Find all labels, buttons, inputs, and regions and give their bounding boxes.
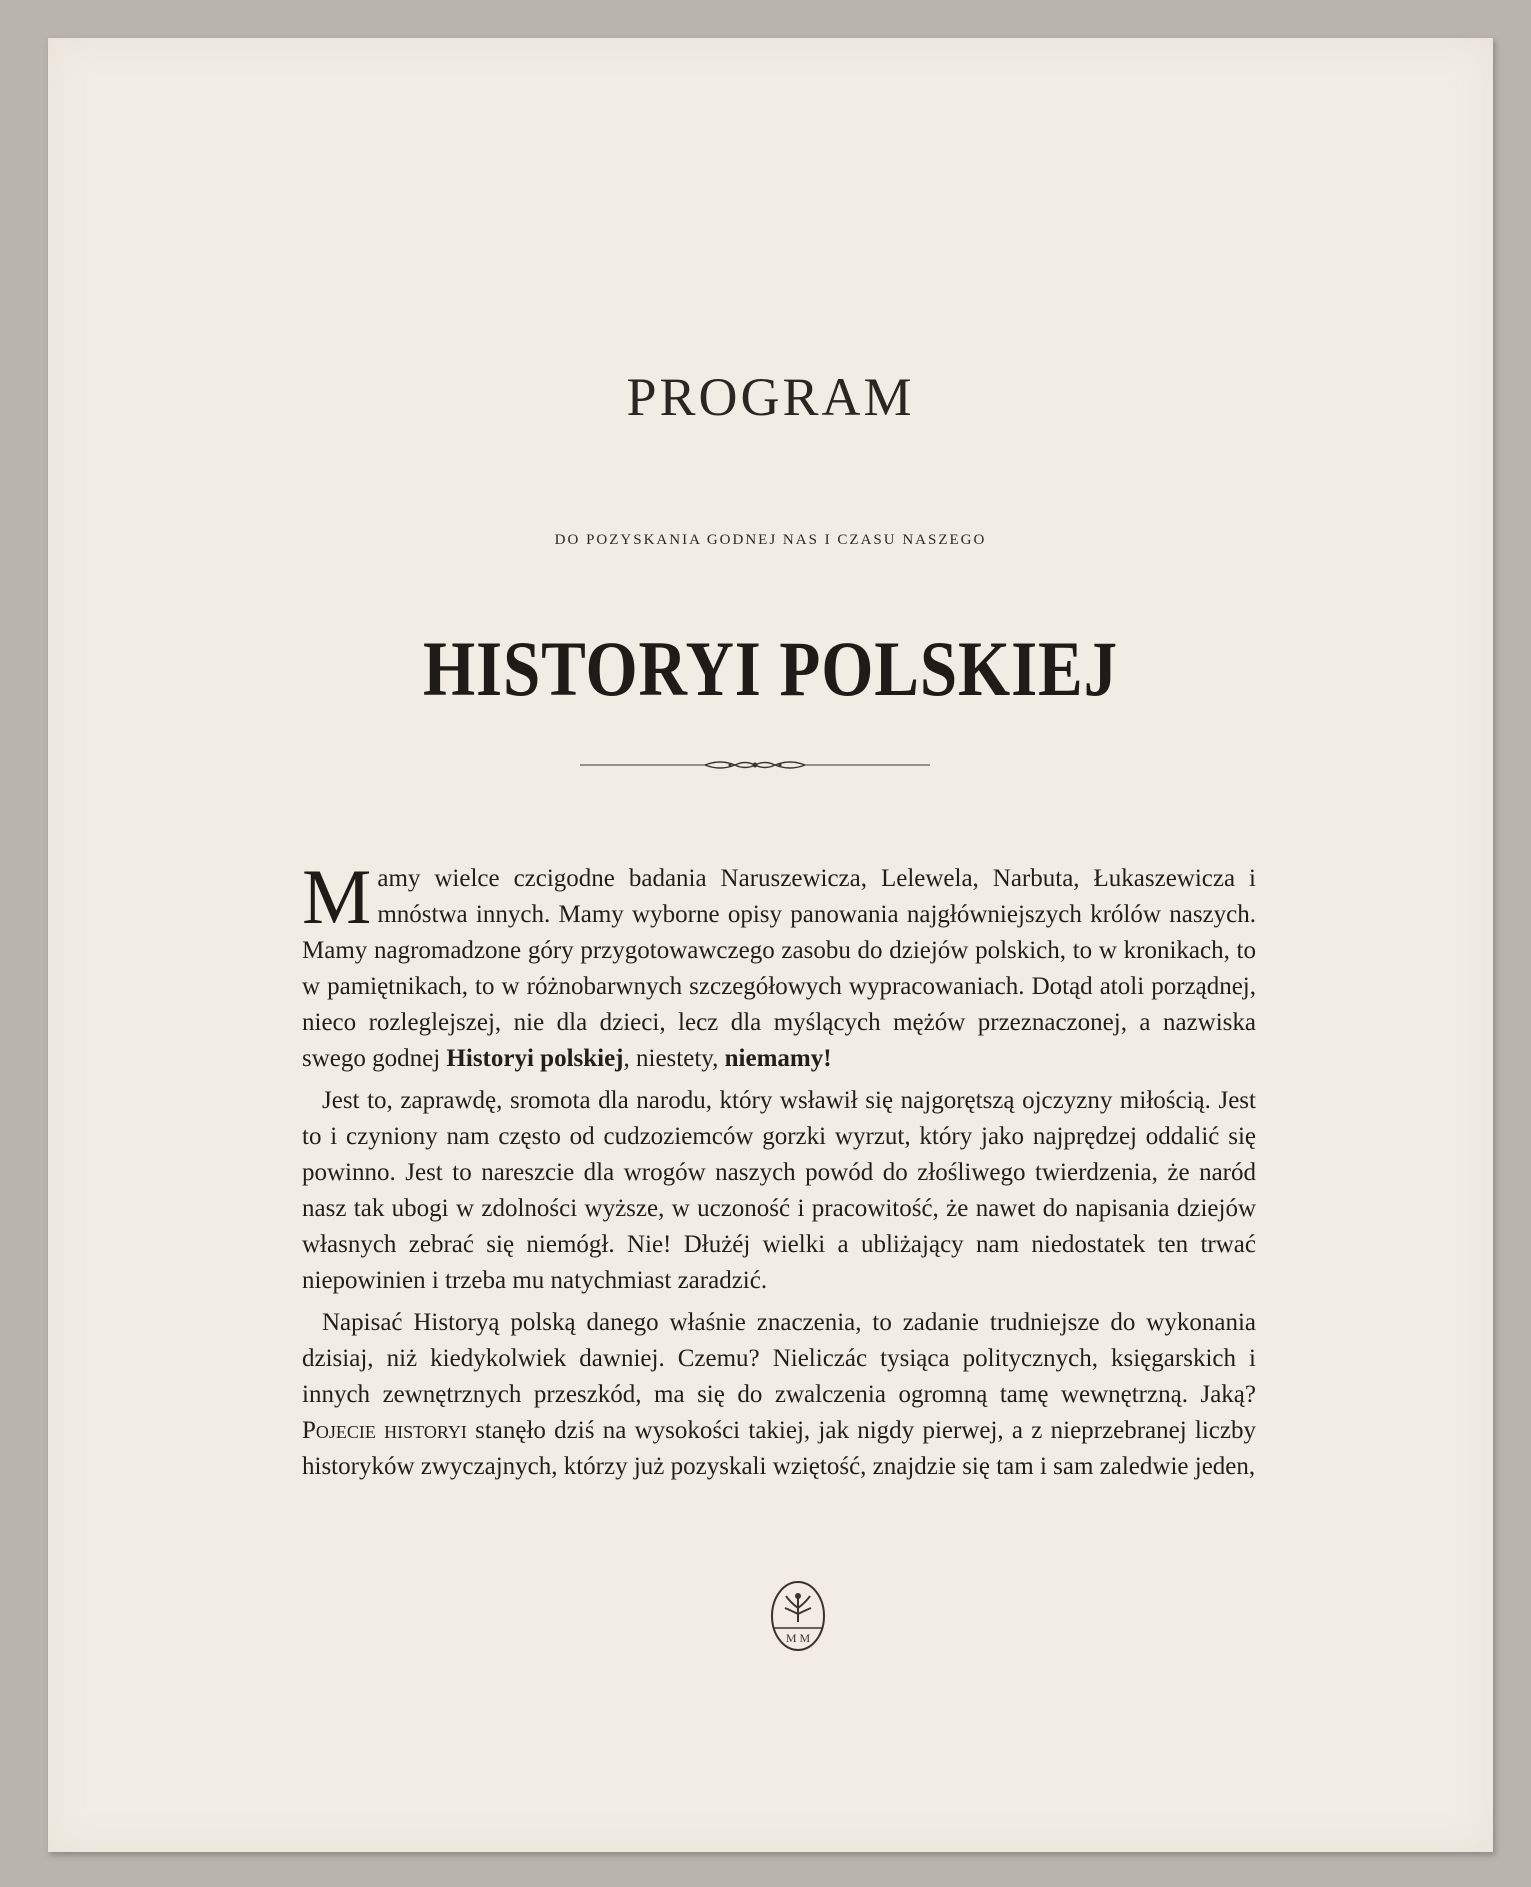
ornament-divider-icon <box>580 758 930 772</box>
paragraph-text: , niestety, <box>623 1045 725 1072</box>
paragraph-text: Napisać Historyą polską danego właśnie znaczenia, to zadanie trudniejsze do wykonania dzisiaj, niż kiedykolwiek dawniej. Czemu? Nieliczác tysiąca politycznych, księgarskich i innych zewnętrznych przeszkód, ma się do zwalczenia ogromną tamę wewnętrzną. Jaką? <box>302 1309 1256 1408</box>
document-page <box>48 38 1493 1852</box>
drop-cap: M <box>302 853 372 940</box>
paragraph-text: amy wielce czcigodne badania Naruszewicza, Lelewela, Narbuta, Łukaszewicza i mnóstwa innych. Mamy wyborne opisy panowania najgłówniejszych królów naszych. Mamy nagromadzone góry przygotowawczego zasobu do dziejów polskich, to w kronikach, to w pamiętnikach, to w różnobarwnych szczegółowych wypracowaniach. Dotąd atoli porządnej, nieco rozleglejszej, nie dla dzieci, lecz dla myślących mężów przeznaczonej, a nazwiska swego godnej <box>302 865 1256 1072</box>
smallcaps-phrase: Pojecie historyi <box>302 1417 467 1444</box>
paragraph-1 <box>302 853 1256 1077</box>
paragraph-2: Jest to, zaprawdę, sromota dla narodu, który wsławił się najgorętszą ojczyzny miłością. Jest to i czyniony nam często od cudzoziemców gorzki wyrzut, który jako najprędzej oddalić się powinno. Jest to nareszcie dla wrogów naszych powód do złośliwego twierdzenia, że naród nasz tak ubogi w zdolności wyższe, w uczoność i pracowitość, że nawet do napisania dziejów własnych zebrać się niemógł. Nie! Dłużéj wielki a ubliżający nam niedostatek ten trwać niepowinien i trzeba mu natychmiast zaradzić. <box>302 1087 1256 1294</box>
page-title: PROGRAM <box>626 367 915 427</box>
bold-phrase: niemamy! <box>724 1045 832 1072</box>
bold-phrase: Historyi polskiej <box>446 1045 624 1072</box>
stamp-monogram: M M <box>785 1631 811 1645</box>
page-subtitle: DO POZYSKANIA GODNEJ NAS I CZASU NASZEGO <box>554 532 987 548</box>
paragraph-text: stanęło dziś na wysokości takiej, jak nigdy pierwej, a z nieprzebranej liczby historyków zwyczajnych, którzy już pozyskali wziętość, znajdzie się tam i sam zaledwie jeden, <box>302 1417 1257 1480</box>
stamp-seal-icon <box>768 1578 828 1654</box>
body-text <box>302 853 1257 1491</box>
paragraph-3 <box>302 1305 1256 1485</box>
main-heading: HISTORYI POLSKIEJ <box>422 625 1119 712</box>
collection-stamp <box>768 1578 828 1654</box>
